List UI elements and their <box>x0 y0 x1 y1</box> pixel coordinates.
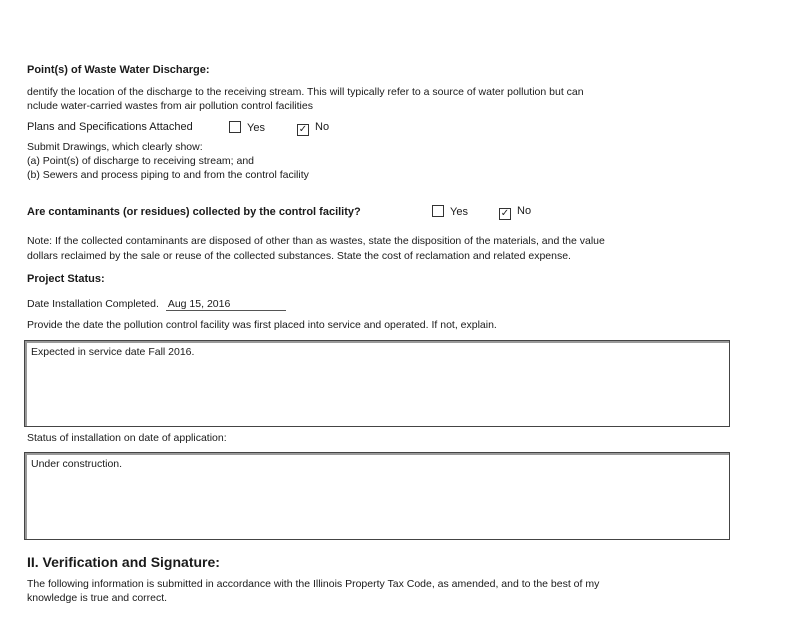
verification-text-line-2: knowledge is true and correct. <box>27 592 168 604</box>
contaminants-no-checkbox[interactable]: ✓ <box>500 208 510 219</box>
plans-no-checkbox[interactable]: ✓ <box>298 124 308 135</box>
discharge-description-line-1: dentify the location of the discharge to the receiving stream. This will typically refer to a source of water pollution but can <box>27 86 584 98</box>
discharge-description-line-2: nclude water-carried wastes from air pollution control facilities <box>27 100 313 112</box>
submit-drawings-line-2: (a) Point(s) of discharge to receiving stream; and <box>27 155 255 167</box>
service-date-textbox[interactable] <box>24 340 730 427</box>
contaminants-no-label: No <box>517 205 532 217</box>
installation-status-textbox[interactable] <box>24 452 730 540</box>
installation-date-row <box>27 298 286 311</box>
plans-yes-checkbox[interactable] <box>229 121 241 133</box>
plans-no-option[interactable] <box>297 121 329 136</box>
contaminants-yes-option[interactable] <box>432 205 468 218</box>
installation-status-text: Under construction. <box>31 458 123 470</box>
provide-date-instruction: Provide the date the pollution control facility was first placed into service and operated. If not, explain. <box>27 319 497 331</box>
installation-status-label: Status of installation on date of application: <box>27 432 227 444</box>
installation-date-field[interactable]: Aug 15, 2016 <box>166 298 286 311</box>
plans-yes-label: Yes <box>247 122 265 134</box>
discharge-heading: Point(s) of Waste Water Discharge: <box>27 64 210 76</box>
plans-no-label: No <box>315 121 330 133</box>
contaminants-note-line-2: dollars reclaimed by the sale or reuse of the collected substances. State the cost of reclamation and related expense. <box>27 250 571 262</box>
service-date-text: Expected in service date Fall 2016. <box>31 346 195 358</box>
contaminants-no-option[interactable] <box>499 205 531 220</box>
installation-date-label: Date Installation Completed. <box>27 298 159 310</box>
verification-text-line-1: The following information is submitted in accordance with the Illinois Property Tax Code, as amended, and to the best of my <box>27 578 600 590</box>
submit-drawings-line-1: Submit Drawings, which clearly show: <box>27 141 203 153</box>
contaminants-yes-checkbox[interactable] <box>432 205 444 217</box>
plans-yes-option[interactable] <box>229 121 265 134</box>
verification-heading: II. Verification and Signature: <box>27 554 220 570</box>
contaminants-yes-label: Yes <box>450 206 468 218</box>
submit-drawings-line-3: (b) Sewers and process piping to and from the control facility <box>27 169 309 181</box>
contaminants-question: Are contaminants (or residues) collected by the control facility? <box>27 206 361 218</box>
contaminants-note-line-1: Note: If the collected contaminants are disposed of other than as wastes, state the disposition of the materials, and the value <box>27 235 605 247</box>
plans-attached-label: Plans and Specifications Attached <box>27 121 193 133</box>
project-status-heading: Project Status: <box>27 273 105 285</box>
